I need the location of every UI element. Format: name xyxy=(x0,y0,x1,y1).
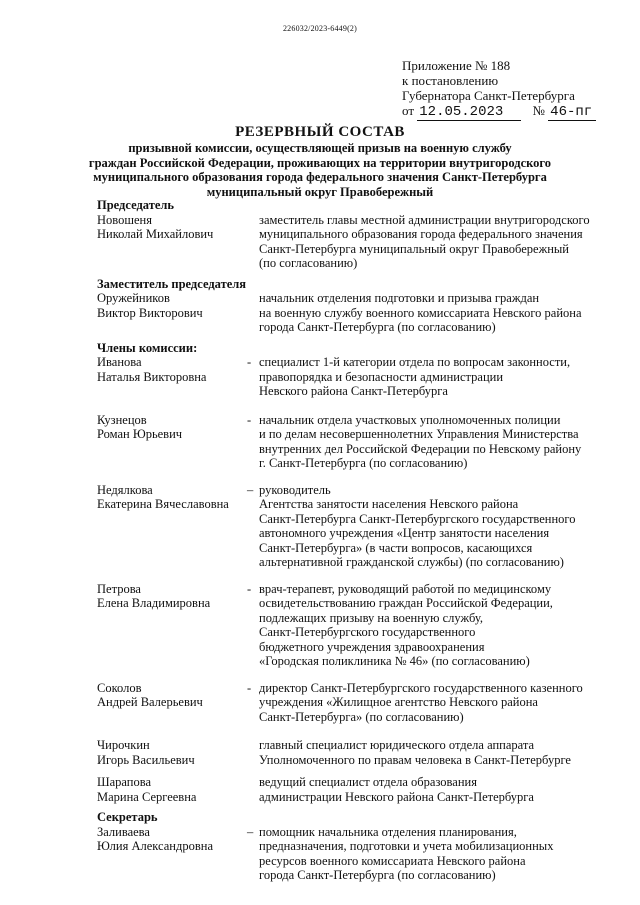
role-line: Санкт-Петербурга муниципальный округ Правобережный xyxy=(259,241,569,256)
role-line: администрации Невского района Санкт-Петербурга xyxy=(259,789,534,804)
role-line: учреждения «Жилищное агентство Невского района xyxy=(259,695,538,709)
member-entry xyxy=(97,738,617,767)
number-prefix: № xyxy=(532,103,545,118)
member-surname: Иванова xyxy=(97,355,142,369)
role-line: Уполномоченного по правам человека в Санкт-Петербурге xyxy=(259,752,571,767)
member-entry xyxy=(97,775,617,804)
member-entry xyxy=(97,483,617,570)
member-name xyxy=(97,681,247,725)
role-line: руководитель xyxy=(259,482,331,497)
member-dash: – xyxy=(247,824,254,839)
section-label: Заместитель председателя xyxy=(97,276,247,291)
member-name xyxy=(97,582,247,669)
member-name xyxy=(97,775,247,804)
member-given-name: Николай Михайлович xyxy=(97,227,214,241)
role-line: подлежащих призыву на военную службу, xyxy=(259,610,483,625)
member-entry xyxy=(97,413,617,471)
member-entry xyxy=(97,681,617,725)
member-role xyxy=(259,738,617,767)
subtitle-line: муниципальный округ Правобережный xyxy=(206,184,434,199)
member-dash xyxy=(247,775,259,804)
section-label: Члены комиссии: xyxy=(97,340,198,355)
role-line: правопорядка и безопасности администрации xyxy=(259,369,504,384)
role-line: муниципального образования города федерального значения xyxy=(259,227,583,241)
member-surname: Соколов xyxy=(97,680,142,695)
member-role xyxy=(259,681,617,725)
section-label: Председатель xyxy=(97,198,175,212)
role-line: директор Санкт-Петербургского государственного казенного xyxy=(259,680,583,695)
member-role xyxy=(259,413,617,471)
member-dash: - xyxy=(247,355,252,369)
member-entry xyxy=(97,582,617,669)
member-dash: - xyxy=(247,412,252,427)
role-line: (по согласованию) xyxy=(259,256,358,270)
member-entry xyxy=(97,825,617,883)
member-entry xyxy=(97,291,617,335)
member-name xyxy=(97,825,247,883)
role-line: начальник отделения подготовки и призыва граждан xyxy=(259,291,540,305)
roster-section xyxy=(97,341,617,805)
member-dash: – xyxy=(247,482,254,497)
member-dash: - xyxy=(247,680,252,695)
member-given-name: Андрей Валерьевич xyxy=(97,695,203,709)
role-line: внутренних дел Российской Федерации по Невскому району xyxy=(259,441,582,456)
member-dash: - xyxy=(247,581,252,596)
role-line: Санкт-Петербурга Санкт-Петербургского государственного xyxy=(259,511,576,526)
member-given-name: Юлия Александровна xyxy=(97,839,213,853)
subtitle-line: граждан Российской Федерации, проживающих на территории внутригородского xyxy=(88,155,552,170)
member-surname: Заливаева xyxy=(97,824,150,839)
section-label: Секретарь xyxy=(97,810,158,824)
member-surname: Чирочкин xyxy=(97,738,150,752)
date-prefix: от xyxy=(402,103,415,118)
role-line: бюджетного учреждения здравоохранения xyxy=(259,639,485,654)
member-given-name: Виктор Викторович xyxy=(97,305,203,320)
role-line: помощник начальника отделения планирования, xyxy=(259,824,517,839)
member-role xyxy=(259,825,617,883)
role-line: альтернативной гражданской службы) (по согласованию) xyxy=(259,555,564,569)
commission-roster xyxy=(97,198,617,883)
role-line: заместитель главы местной администрации внутригородского xyxy=(259,212,590,227)
member-dash xyxy=(247,213,259,271)
member-role xyxy=(259,483,617,570)
member-surname: Шарапова xyxy=(97,775,152,789)
member-given-name: Роман Юрьевич xyxy=(97,427,183,441)
appendix-date-line xyxy=(402,103,596,121)
role-line: Санкт-Петербургского государственного xyxy=(259,625,476,639)
role-line: освидетельствованию граждан Российской Федерации, xyxy=(259,596,553,610)
member-role xyxy=(259,355,617,399)
appendix-issuer: Губернатора Санкт-Петербурга xyxy=(402,88,575,103)
member-surname: Петрова xyxy=(97,581,141,596)
member-entry xyxy=(97,213,617,271)
document-title: РЕЗЕРВНЫЙ СОСТАВ xyxy=(235,124,405,140)
roster-section xyxy=(97,277,617,335)
role-line: автономного учреждения «Центр занятости населения xyxy=(259,526,550,540)
role-line: и по делам несовершеннолетних Управления Министерства xyxy=(259,427,579,441)
member-given-name: Екатерина Вячеславовна xyxy=(97,497,229,511)
member-name xyxy=(97,738,247,767)
roster-section xyxy=(97,810,617,883)
subtitle-line: муниципального образования города федерального значения Санкт-Петербурга xyxy=(93,170,547,184)
document-id: 226032/2023-6449(2) xyxy=(282,24,357,33)
role-line: г. Санкт-Петербурга (по согласованию) xyxy=(259,456,468,470)
subtitle-line: призывной комиссии, осуществляющей призыв на военную службу xyxy=(128,141,512,155)
role-line: предназначения, подготовки и учета мобилизационных xyxy=(259,839,554,853)
member-given-name: Наталья Викторовна xyxy=(97,369,207,384)
member-name xyxy=(97,413,247,471)
member-surname: Недялкова xyxy=(97,482,153,497)
appendix-reference: к постановлению xyxy=(402,73,499,88)
document-subtitle xyxy=(60,141,580,199)
role-line: начальник отдела участковых уполномоченных полиции xyxy=(259,412,561,427)
role-line: Санкт-Петербурга» (по согласованию) xyxy=(259,709,464,724)
role-line: ресурсов военного комиссариата Невского района xyxy=(259,853,526,868)
role-line: главный специалист юридического отдела аппарата xyxy=(259,738,535,752)
role-line: города Санкт-Петербурга (по согласованию) xyxy=(259,320,496,334)
decree-number: 46-пг xyxy=(548,105,596,121)
member-dash xyxy=(247,291,259,335)
roster-section xyxy=(97,198,617,271)
member-given-name: Игорь Васильевич xyxy=(97,752,195,767)
member-given-name: Елена Владимировна xyxy=(97,596,211,610)
member-role xyxy=(259,775,617,804)
role-line: на военную службу военного комиссариата Невского района xyxy=(259,305,582,320)
decree-date: 12.05.2023 xyxy=(417,105,521,121)
role-line: Невского района Санкт-Петербурга xyxy=(259,384,448,398)
role-line: «Городская поликлиника № 46» (по согласованию) xyxy=(259,654,530,668)
role-line: врач-терапевт, руководящий работой по медицинскому xyxy=(259,581,552,596)
appendix-block xyxy=(402,58,596,121)
member-dash xyxy=(247,738,259,767)
member-name xyxy=(97,213,247,271)
member-given-name: Марина Сергеевна xyxy=(97,789,197,804)
role-line: ведущий специалист отдела образования xyxy=(259,775,477,789)
member-name xyxy=(97,483,247,570)
member-role xyxy=(259,291,617,335)
member-role xyxy=(259,213,617,271)
member-surname: Оружейников xyxy=(97,291,170,305)
role-line: города Санкт-Петербурга (по согласованию) xyxy=(259,868,496,882)
member-surname: Кузнецов xyxy=(97,412,147,427)
appendix-number: Приложение № 188 xyxy=(402,58,511,73)
role-line: специалист 1-й категории отдела по вопросам законности, xyxy=(259,355,571,369)
member-role xyxy=(259,582,617,669)
member-entry xyxy=(97,355,617,399)
role-line: Агентства занятости населения Невского района xyxy=(259,497,519,511)
member-name xyxy=(97,291,247,335)
role-line: Санкт-Петербурга» (в части вопросов, касающихся xyxy=(259,540,533,555)
member-name xyxy=(97,355,247,399)
member-surname: Новошеня xyxy=(97,212,152,227)
